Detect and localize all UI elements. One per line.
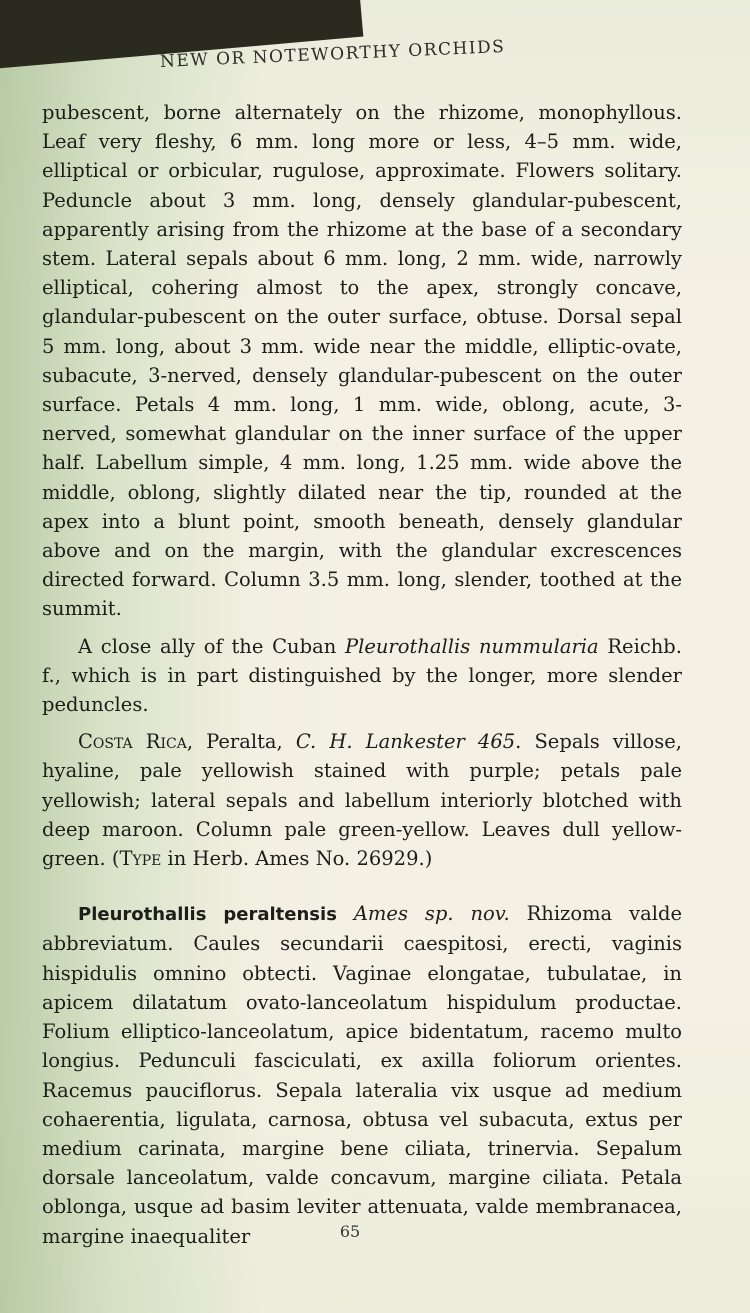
species-diagnosis: Rhizoma valde abbreviatum. Caules secundarii caespitosi, erecti, vaginis hispidulis omnino obtecti. Vaginae elongatae, tubulatae, in apicem dilatatum ovato-lanceolatum hispidulum productae. Folium elliptico-lanceolatum, apice bidentatum, racemo multo longius. Pedunculi fasciculati, ex axilla foliorum orientes. Racemus pauciflorus. Sepala lateralia vix usque ad medium cohaerentia, ligulata, carnosa, obtusa vel subacuta, extus per medium carinata, margine bene ciliata, trinervia. Sepalum dorsale lanceolatum, valde concavum, margine ciliata. Petala oblonga, usque ad basim leviter attenuata, valde membranacea, margine inaequaliter (42, 902, 682, 1248)
ally-after: Reichb. f., which is in part distinguished by the longer, more slender peduncles. (42, 634, 682, 717)
species-name: Pleurothallis peraltensis (78, 904, 337, 926)
paragraph-ally (42, 632, 682, 720)
locality-collector: C. H. Lankester 465 (295, 730, 516, 754)
ally-before: A close ally of the Cuban (78, 634, 345, 658)
page-number: 65 (339, 1222, 361, 1241)
species-authority: Ames sp. nov. (353, 902, 510, 926)
locality-country: Costa Rica (78, 730, 187, 754)
running-head: NEW OR NOTEWORTHY ORCHIDS (159, 36, 506, 72)
paragraph-new-species (42, 899, 682, 1250)
locality-type-rest: in Herb. Ames No. 26929.) (161, 847, 433, 871)
locality-text: . Sepals villose, hyaline, pale yellowish stained with purple; petals pale yellowish; lateral sepals and labellum interiorly blotched with deep maroon. Column pale green-yellow. Leaves dull yellow-green. ( (42, 730, 683, 871)
ally-species: Pleurothallis nummularia (344, 634, 599, 658)
paragraph-locality (42, 727, 682, 873)
paragraph-description: pubescent, borne alternately on the rhizome, monophyllous. Leaf very fleshy, 6 mm. long more or less, 4–5 mm. wide, elliptical or orbicular, rugulose, approximate. Flowers solitary. Peduncle about 3 mm. long, densely glandular-pubescent, apparently arising from the rhizome at the base of a secondary stem. Lateral sepals about 6 mm. long, 2 mm. wide, narrowly elliptical, cohering almost to the apex, strongly concave, glandular-pubescent on the outer surface, obtuse. Dorsal sepal 5 mm. long, about 3 mm. wide near the middle, elliptic-ovate, subacute, 3-nerved, densely glandular-pubescent on the outer surface. Petals 4 mm. long, 1 mm. wide, oblong, acute, 3-nerved, somewhat glandular on the inner surface of the upper half. Labellum simple, 4 mm. long, 1.25 mm. wide above the middle, oblong, slightly dilated near the tip, rounded at the apex into a blunt point, smooth beneath, densely glandular above and on the margin, with the glandular excrescences directed forward. Column 3.5 mm. long, slender, toothed at the summit. (42, 101, 682, 621)
body-text (42, 98, 682, 1259)
locality-type-word: Type (119, 847, 162, 871)
locality-place: , Peralta, (186, 730, 296, 754)
